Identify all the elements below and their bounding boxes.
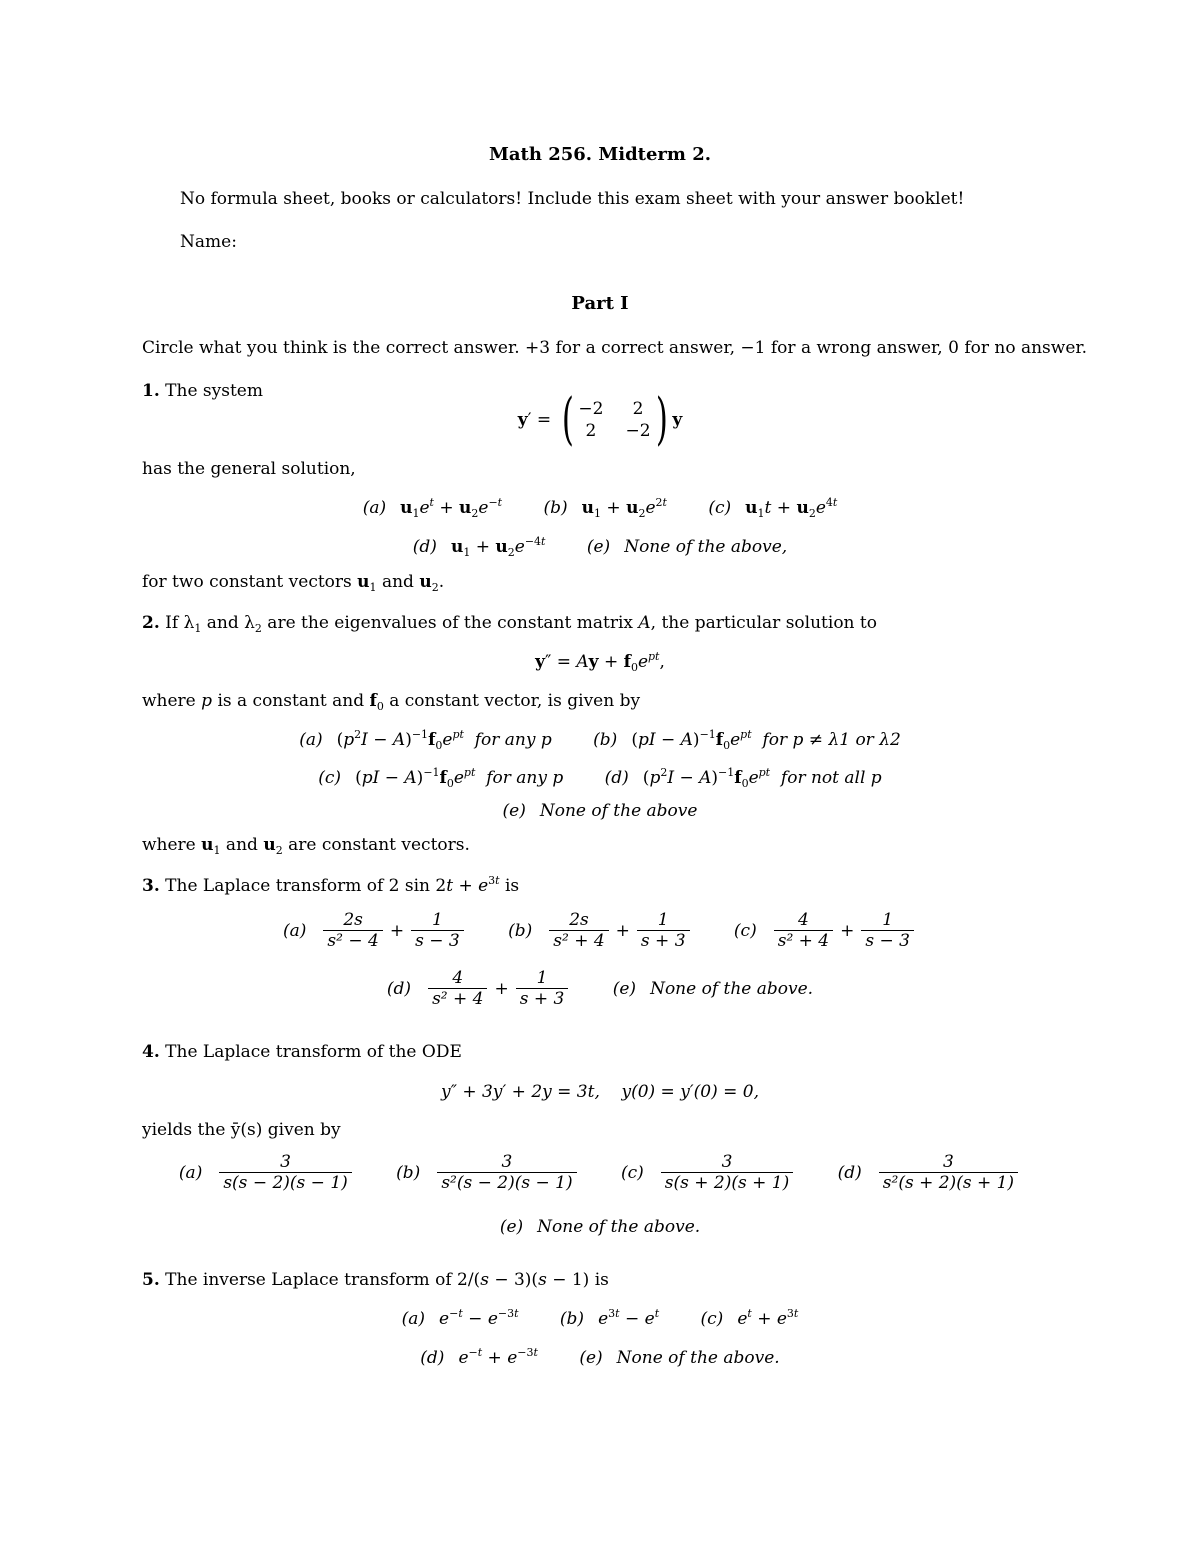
- option-c[interactable]: (c) $(pI - A)^{-1}f_0e^{pt}$ for any p: [318, 766, 564, 790]
- option-d[interactable]: (d) $(p^2I - A)^{-1}f_0e^{pt}$ for not all p: [604, 766, 882, 790]
- question-2-options-row-1: [0, 730, 1200, 750]
- question-1-options-row-2: [0, 537, 1200, 557]
- option-a[interactable]: (a) $(p^2I - A)^{-1}f_0e^{pt}$ for any p: [299, 728, 552, 752]
- option-e[interactable]: (e) None of the above,: [586, 537, 788, 557]
- matrix-entry: 2: [585, 421, 597, 441]
- right-paren: ): [655, 387, 668, 452]
- question-2-equation: $y'' = Ay + f_0e^{pt}$,: [535, 650, 665, 674]
- exam-title: Math 256. Midterm 2.: [488, 144, 712, 165]
- option-c[interactable]: (c) $e^t + e^{3t}$: [700, 1307, 799, 1329]
- question-text: The system: [165, 381, 263, 401]
- option-a[interactable]: (a) $\frac{3}{s(s - 2)(s - 1)}$: [179, 1152, 355, 1193]
- option-a[interactable]: (a) $\frac{2s}{\text{s² − 4}}$ + $\frac{1}{s - 3}$: [283, 910, 467, 951]
- matrix-entry: −2: [625, 421, 651, 441]
- option-b[interactable]: (b) $u_1 + u_2e^{2t}$: [543, 496, 667, 520]
- left-paren: (: [561, 387, 574, 452]
- question-5-options-row-2: [0, 1348, 1200, 1368]
- question-2-outro: where $u_1$ and $u_2$ are constant vectors.: [142, 835, 470, 857]
- question-2-intro: 2. If $\lambda_1$ and $\lambda_2$ are the eigenvalues of the constant matrix A, the particular solution to: [142, 613, 877, 635]
- question-2-options-row-3: [0, 801, 1200, 821]
- question-1-options-row-1: [0, 498, 1200, 518]
- question-4-middle: yields the ȳ(s) given by: [142, 1120, 341, 1140]
- question-1-outro: for two constant vectors $u_1$ and $u_2$.: [142, 572, 445, 594]
- option-e[interactable]: (e) None of the above: [502, 801, 698, 821]
- matrix-entry: 2: [632, 399, 644, 419]
- option-b[interactable]: (b) $\frac{3}{\text{s²(s − 2)(s − 1)}}$: [396, 1152, 579, 1193]
- option-d[interactable]: (d) $\frac{4}{\text{s² + 4}}$ + $\frac{1}{s + 3}$: [387, 968, 571, 1009]
- question-3-intro: 3. The Laplace transform of 2 $\sin 2t + e^{3t}$ is: [142, 874, 520, 896]
- option-d[interactable]: (d) $\frac{3}{\text{s²(s + 2)(s + 1)}}$: [838, 1152, 1021, 1193]
- question-4-intro: 4. The Laplace transform of the ODE: [142, 1042, 462, 1062]
- question-1-middle: has the general solution,: [142, 459, 356, 479]
- question-4-options-row-2: [0, 1217, 1200, 1237]
- question-4-options-row-1: [0, 1152, 1200, 1193]
- option-d[interactable]: (d) $u_1 + u_2e^{-4t}$: [412, 535, 546, 559]
- option-a[interactable]: (a) $u_1e^t + u_2e^{-t}$: [362, 496, 503, 520]
- option-c[interactable]: (c) $\frac{4}{\text{s² + 4}}$ + $\frac{1}{s - 3}$: [734, 910, 917, 951]
- option-a[interactable]: (a) $e^{-t} - e^{-3t}$: [401, 1307, 519, 1329]
- system-equation: y ′ = ( −2 2 2 −2 ) y: [517, 387, 683, 452]
- option-e[interactable]: (e) None of the above.: [612, 978, 814, 999]
- name-label: Name:: [180, 232, 237, 252]
- option-d[interactable]: (d) $e^{-t} + e^{-3t}$: [420, 1346, 538, 1368]
- question-number: 1.: [142, 381, 160, 401]
- option-b[interactable]: (b) $(pI - A)^{-1}f_0e^{pt}$ for p ≠ λ1 or λ2: [593, 728, 901, 752]
- option-c[interactable]: (c) $\frac{3}{s(s + 2)(s + 1)}$: [621, 1152, 796, 1193]
- question-4-equation: y″ + 3y′ + 2y = 3t, y(0) = y′(0) = 0,: [440, 1082, 760, 1102]
- coefficient-matrix: [578, 399, 650, 441]
- question-2-options-row-2: [0, 768, 1200, 788]
- option-b[interactable]: (b) $\frac{2s}{\text{s² + 4}}$ + $\frac{1}{s + 3}$: [508, 910, 692, 951]
- part-instructions: Circle what you think is the correct answer. +3 for a correct answer, −1 for a wrong answer, 0 for no answer.: [142, 338, 1088, 358]
- matrix-entry: −2: [578, 399, 604, 419]
- question-5-intro: 5. The inverse Laplace transform of 2/(s − 3)(s − 1) is: [142, 1270, 609, 1290]
- question-5-options-row-1: [0, 1309, 1200, 1329]
- exam-instructions: No formula sheet, books or calculators! Include this exam sheet with your answer booklet!: [180, 189, 965, 209]
- option-e[interactable]: (e) None of the above.: [499, 1217, 701, 1237]
- option-b[interactable]: (b) $e^{3t} - e^t$: [559, 1307, 660, 1329]
- option-c[interactable]: (c) $u_1t + u_2e^{4t}$: [708, 496, 838, 520]
- part-heading: Part I: [571, 293, 629, 314]
- question-3-options-row-2: [0, 968, 1200, 1009]
- option-e[interactable]: (e) None of the above.: [579, 1348, 780, 1368]
- question-2-middle: where p is a constant and $f_0$ a constant vector, is given by: [142, 691, 641, 713]
- question-3-options-row-1: [0, 910, 1200, 951]
